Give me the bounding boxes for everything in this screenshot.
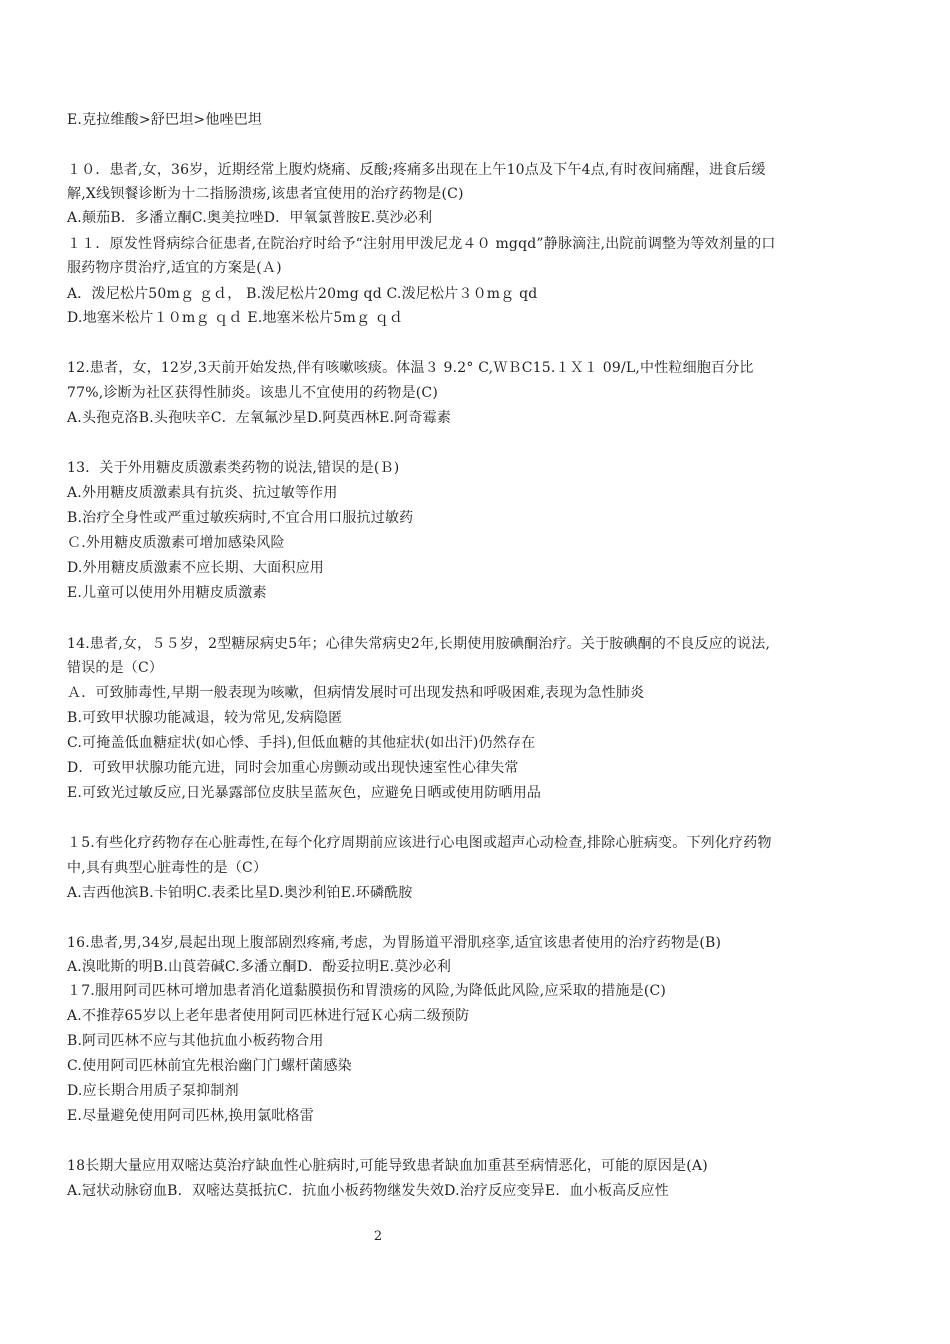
question-12-line: 77%,诊断为社区获得性肺炎。该患儿不宜使用的药物是(C) xyxy=(67,385,439,401)
question-14-option: B.可致甲状腺功能减退，较为常见,发病隐匿 xyxy=(67,710,343,726)
question-14-line: 错误的是（C） xyxy=(67,660,164,676)
question-13-option: B.治疗全身性或严重过敏疾病时,不宜合用口服抗过敏药 xyxy=(67,510,414,526)
question-11-options: D.地塞米松片１０mｇ ｑｄ E.地塞米松片5mｇ ｑｄ xyxy=(67,310,404,326)
question-16-line: 16.患者,男,34岁,晨起出现上腹部剧烈疼痛,考虑，为胃肠道平滑肌痉挛,适宜该患者使用的治疗药物是(B) xyxy=(67,935,722,951)
question-11-options: A．泼尼松片50mｇ ｇｄ， B.泼尼松片20mg qd C.泼尼松片３０mｇ qd xyxy=(67,286,538,302)
question-10-options: A.颠茄B．多潘立酮C.奥美拉唑D．甲氧氯普胺E.莫沙必利 xyxy=(67,210,433,226)
question-18-line: 18长期大量应用双嘧达莫治疗缺血性心脏病时,可能导致患者缺血加重甚至病情恶化，可能的原因是(A) xyxy=(67,1158,708,1174)
question-12-line: 12.患者，女，12岁,3天前开始发热,伴有咳嗽咳痰。体温３ 9.2° C,ＷＢC15.１Ｘ１ 09/L,中性粒细胞百分比 xyxy=(67,360,754,376)
question-17-option: C.使用阿司匹林前宜先根治幽门门螺杆菌感染 xyxy=(67,1058,352,1074)
question-13-option: D.外用糖皮质激素不应长期、大面积应用 xyxy=(67,560,324,576)
question-11-line: 服药物序贯治疗,适宜的方案是(Ａ) xyxy=(67,260,282,276)
question-14-option: C.可掩盖低血糖症状(如心悸、手抖),但低血糖的其他症状(如出汗)仍然存在 xyxy=(67,735,536,751)
question-17-line: １7.服用阿司匹林可增加患者消化道黏膜损伤和胃溃疡的风险,为降低此风险,应采取的措施是(C) xyxy=(67,983,667,999)
question-14-option: Ａ．可致肺毒性,早期一般表现为咳嗽，但病情发展时可出现发热和呼吸困难,表现为急性肺炎 xyxy=(67,685,645,701)
question-12-options: A.头孢克洛B.头孢呋辛C．左氧氟沙星D.阿莫西林E.阿奇霉素 xyxy=(67,410,452,426)
page-number: 2 xyxy=(373,1229,383,1244)
question-13-line: 13．关于外用糖皮质激素类药物的说法,错误的是(Ｂ) xyxy=(67,460,400,476)
question-17-option: B.阿司匹林不应与其他抗血小板药物合用 xyxy=(67,1033,324,1049)
question-17-option: A.不推荐65岁以上老年患者使用阿司匹林进行冠Ｋ心病二级预防 xyxy=(67,1008,470,1024)
question-16-options: A.溴吡斯的明B.山莨菪碱C.多潘立酮D．酚妥拉明E.莫沙必利 xyxy=(67,959,452,975)
question-18-options: A.冠状动脉窃血B．双嘧达莫抵抗C．抗血小板药物继发失效D.治疗反应变异E．血小板高反应性 xyxy=(67,1183,669,1199)
question-10-line: 解,X线钡餐诊断为十二指肠溃疡,该患者宜使用的治疗药物是(C) xyxy=(67,186,464,202)
question-14-line: 14.患者,女，５５岁，2型糖尿病史5年；心律失常病史2年,长期使用胺碘酮治疗。关于胺碘酮的不良反应的说法, xyxy=(67,636,771,652)
question-17-option: D.应长期合用质子泵抑制剂 xyxy=(67,1083,239,1099)
question-15-line: 中,具有典型心脏毒性的是（C） xyxy=(67,860,268,876)
question-15-line: １5.有些化疗药物存在心脏毒性,在每个化疗周期前应该进行心电图或超声心动检查,排除心脏病变。下列化疗药物 xyxy=(67,835,772,851)
question-13-option: A.外用糖皮质激素具有抗炎、抗过敏等作用 xyxy=(67,485,338,501)
question-11-line: １１．原发性肾病综合征患者,在院治疗时给予“注射用甲泼尼龙４０ mgqd”静脉滴注,出院前调整为等效剂量的口 xyxy=(67,236,776,252)
question-14-option: D．可致甲状腺功能亢进，同时会加重心房颤动或出现快速室性心律失常 xyxy=(67,760,519,776)
question-14-option: E.可致光过敏反应,日光暴露部位皮肤呈蓝灰色，应避免日晒或使用防晒用品 xyxy=(67,785,542,801)
question-13-option: Ｃ.外用糖皮质激素可增加感染风险 xyxy=(67,535,285,551)
question-17-option: E.尽量避免使用阿司匹林,换用氯吡格雷 xyxy=(67,1108,314,1124)
question-10-line: １０．患者,女，36岁，近期经常上腹灼烧痛、反酸;疼痛多出现在上午10点及下午4点,有时夜间痛醒，进食后缓 xyxy=(67,162,766,178)
question-13-option: E.儿童可以使用外用糖皮质激素 xyxy=(67,585,267,601)
answer-option-line: E.克拉维酸>舒巴坦>他唑巴坦 xyxy=(67,112,263,128)
question-15-options: A.吉西他滨B.卡铂明C.表柔比星D.奥沙利铂E.环磷酰胺 xyxy=(67,885,413,901)
